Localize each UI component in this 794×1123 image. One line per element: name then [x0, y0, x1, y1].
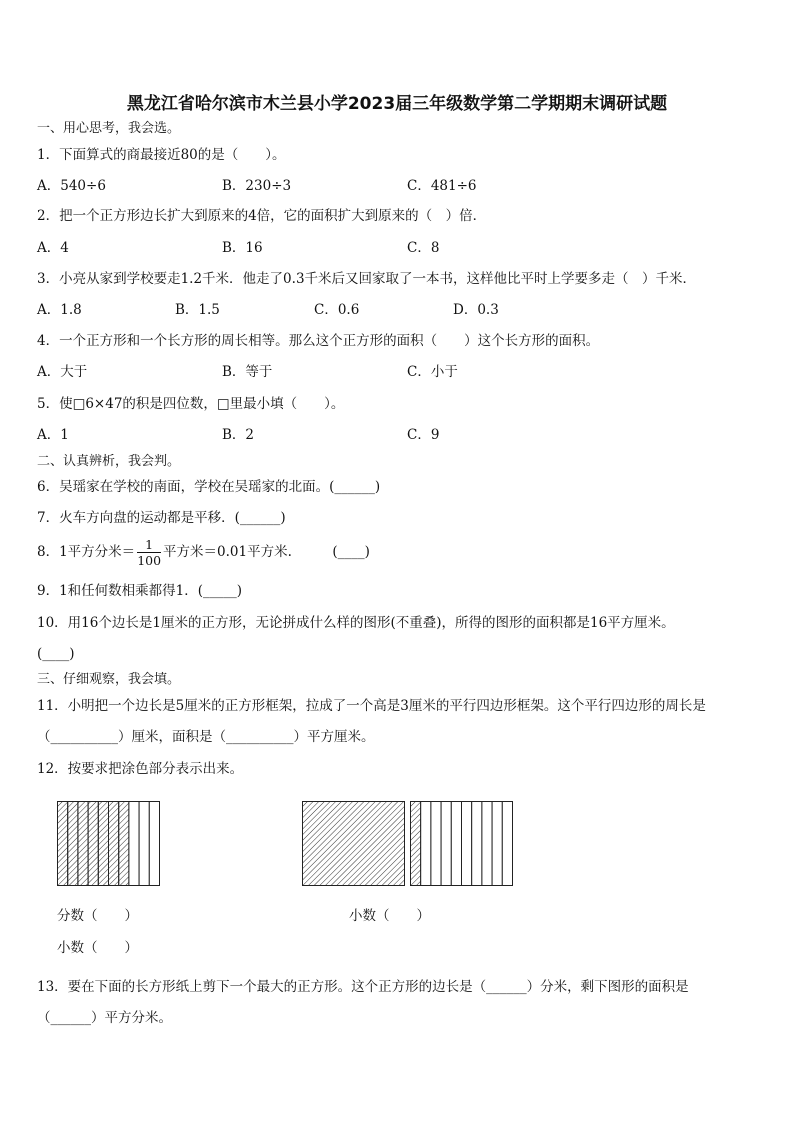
q12-fig2-strip-blank: [502, 802, 512, 886]
q8-denominator: 100: [137, 553, 162, 568]
question-10: 10．用16个边长是1厘米的正方形，无论拼成什么样的图形(不重叠)，所得的图形的面积都是16平方厘米。: [37, 615, 675, 631]
q5-option-a: A．1: [37, 427, 69, 443]
q12-fig1-strip-blank: [149, 802, 159, 886]
q12-decimal-label-fig1: 小数（ ）: [57, 940, 138, 956]
question-11: 11．小明把一个边长是5厘米的正方形框架，拉成了一个高是3厘米的平行四边形框架。这个平行四边形的周长是: [37, 698, 706, 714]
q1-option-b: B．230÷3: [222, 178, 292, 194]
question-9: 9．1和任何数相乘都得1．(_____): [37, 583, 243, 599]
question-12: 12．按要求把涂色部分表示出来。: [37, 761, 244, 777]
q3-option-d: D．0.3: [453, 302, 499, 318]
question-8: [37, 536, 370, 568]
q12-fig1-strip-shaded: [119, 802, 129, 886]
q3-option-b: B．1.5: [175, 302, 220, 318]
q12-fig2-strip-shaded: [411, 802, 421, 886]
q2-option-c: C．8: [407, 240, 440, 256]
q12-fig2-strip-blank: [441, 802, 451, 886]
q8-text-after: 平方米＝0.01平方米. (____): [163, 544, 370, 560]
q8-fraction: [137, 537, 161, 568]
q3-option-a: A．1.8: [37, 302, 82, 318]
question-13: 13．要在下面的长方形纸上剪下一个最大的正方形。这个正方形的边长是（______）分米，剩下图形的面积是: [37, 979, 689, 995]
question-10-blank: (____): [37, 646, 75, 662]
q12-fig1-strip-shaded: [88, 802, 98, 886]
question-4: 4．一个正方形和一个长方形的周长相等。那么这个正方形的面积（ ）这个长方形的面积。: [37, 333, 600, 349]
question-7: 7．火车方向盘的运动都是平移．(______): [37, 510, 286, 526]
question-13-line-2: （______）平方分米。: [37, 1010, 172, 1026]
q12-fig2-strip-blank: [431, 802, 441, 886]
question-5: 5．使□6×47的积是四位数，□里最小填（ ）。: [37, 396, 345, 412]
q1-option-a: A．540÷6: [37, 178, 106, 194]
q12-fig2-strip-blank: [472, 802, 482, 886]
q12-fig1-strip-shaded: [98, 802, 108, 886]
q3-option-c: C．0.6: [314, 302, 360, 318]
q12-figure-one-and-one-tenth: [302, 801, 514, 887]
question-6: 6．吴瑶家在学校的南面，学校在吴瑶家的北面。(______): [37, 479, 381, 495]
q12-fig2-whole-square: [303, 802, 405, 886]
q12-fig1-strip-shaded: [109, 802, 119, 886]
q8-numerator: 1: [137, 537, 161, 553]
q4-option-c: C．小于: [407, 364, 458, 380]
q12-figure-strips-seven-tenths: [57, 801, 163, 887]
q2-option-a: A．4: [37, 240, 69, 256]
q1-option-c: C．481÷6: [407, 178, 477, 194]
section-3-heading: 三、仔细观察，我会填。: [37, 672, 181, 687]
q5-option-b: B．2: [222, 427, 255, 443]
q4-option-b: B．等于: [222, 364, 273, 380]
q12-fig1-strip-shaded: [58, 802, 68, 886]
q12-fraction-label: 分数（ ）: [57, 908, 138, 924]
q12-fig2-strip-blank: [492, 802, 502, 886]
question-3: 3．小亮从家到学校要走1.2千米．他走了0.3千米后又回家取了一本书，这样他比平时上学要多走（ ）千米．: [37, 271, 697, 287]
q12-fig1-strip-blank: [129, 802, 139, 886]
q12-fig1-strip-blank: [139, 802, 149, 886]
question-1: 1．下面算式的商最接近80的是（ ）。: [37, 147, 286, 163]
q8-text-before: 8．1平方分米＝: [37, 544, 136, 560]
q12-fig2-strip-blank: [451, 802, 461, 886]
page-title: 黑龙江省哈尔滨市木兰县小学2023届三年级数学第二学期期末调研试题: [126, 94, 668, 114]
section-1-heading: 一、用心思考，我会选。: [37, 121, 181, 136]
q4-option-a: A．大于: [37, 364, 88, 380]
q12-fig2-strip-blank: [482, 802, 492, 886]
q5-option-c: C．9: [407, 427, 440, 443]
q12-fig2-strip-blank: [462, 802, 472, 886]
q12-fig1-strip-shaded: [78, 802, 88, 886]
q12-decimal-label-fig2: 小数（ ）: [349, 908, 430, 924]
q12-fig1-strip-shaded: [68, 802, 78, 886]
q12-fig2-strip-blank: [421, 802, 431, 886]
q2-option-b: B．16: [222, 240, 263, 256]
section-2-heading: 二、认真辨析，我会判。: [37, 454, 181, 469]
question-2: 2．把一个正方形边长扩大到原来的4倍，它的面积扩大到原来的（ ）倍．: [37, 208, 487, 224]
question-11-line-2: （__________）厘米，面积是（__________）平方厘米。: [37, 729, 375, 745]
